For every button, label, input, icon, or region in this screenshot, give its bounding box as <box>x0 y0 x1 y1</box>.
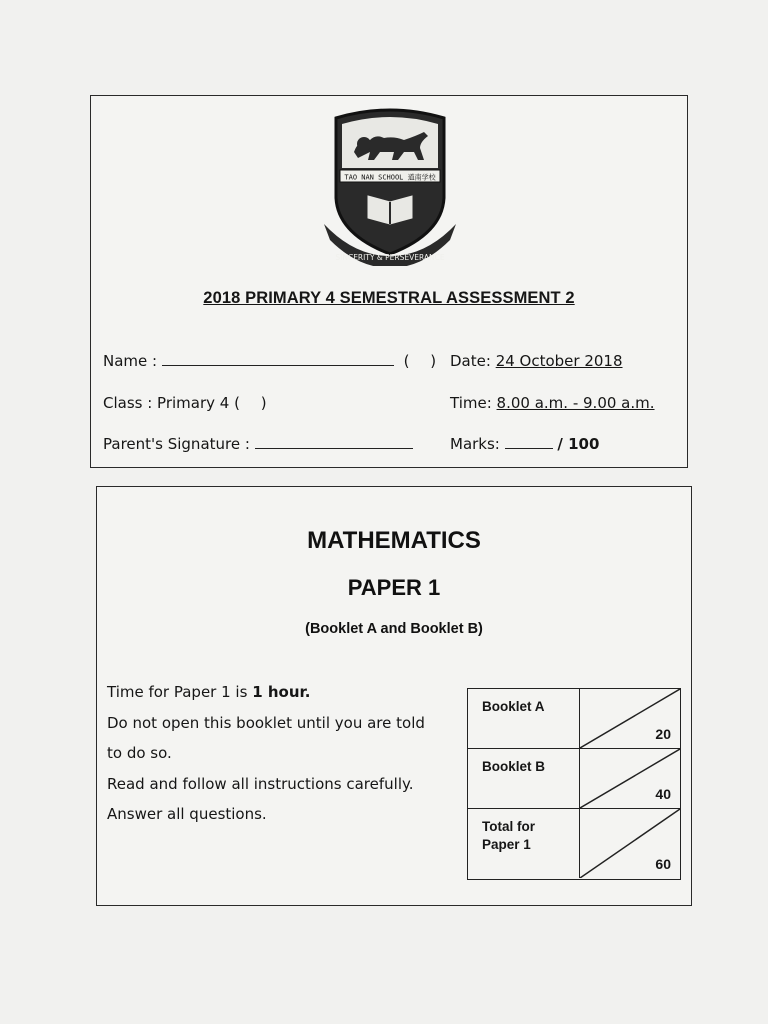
svg-text:SINCERITY & PERSEVERANCE: SINCERITY & PERSEVERANCE <box>335 253 445 262</box>
class-row <box>103 394 267 412</box>
marks-cell[interactable] <box>580 689 680 748</box>
marks-total: / 100 <box>557 435 600 453</box>
signature-row <box>103 435 413 453</box>
marks-cell[interactable] <box>580 749 680 808</box>
marks-row-booklet-b <box>468 749 680 809</box>
instruction-time-value: 1 hour. <box>252 683 311 701</box>
date-row <box>450 352 623 370</box>
booklets-subtitle: (Booklet A and Booklet B) <box>305 621 483 637</box>
marks-max: 60 <box>655 856 671 872</box>
class-paren-close: ) <box>260 394 267 412</box>
header-box <box>90 95 688 468</box>
marks-row-total <box>468 809 680 878</box>
instruction-time-text: Time for Paper 1 is <box>107 683 248 701</box>
marks-max: 40 <box>655 786 671 802</box>
signature-field[interactable] <box>255 448 413 449</box>
date-value: 24 October 2018 <box>495 352 623 370</box>
time-label: Time: <box>450 394 492 412</box>
marks-table <box>467 688 681 880</box>
time-value: 8.00 a.m. - 9.00 a.m. <box>496 394 655 412</box>
instructions <box>107 677 425 830</box>
school-crest-logo <box>324 106 456 266</box>
instruction-line-4: Read and follow all instructions carefully. <box>107 774 414 793</box>
instruction-line-1 <box>107 677 425 708</box>
instruction-line-3: to do so. <box>107 744 172 762</box>
marks-row-booklet-a <box>468 689 680 749</box>
marks-label: Marks: <box>450 435 500 453</box>
svg-text:TAO NAN SCHOOL 道南学校: TAO NAN SCHOOL 道南学校 <box>344 173 436 182</box>
instruction-line-5: Answer all questions. <box>107 805 267 823</box>
class-label: Class : Primary 4 ( <box>103 394 240 412</box>
date-label: Date: <box>450 352 491 370</box>
name-row <box>103 352 436 370</box>
name-label: Name : <box>103 352 158 370</box>
marks-row-label: Booklet A <box>468 689 580 748</box>
marks-row-label: Total for Paper 1 <box>468 809 580 878</box>
index-paren-open: ( <box>403 352 410 370</box>
name-field[interactable] <box>162 365 394 366</box>
time-row <box>450 394 655 412</box>
paper-title: PAPER 1 <box>347 575 441 600</box>
marks-row-label: Booklet B <box>468 749 580 808</box>
instruction-line-2: Do not open this booklet until you are told <box>107 713 425 732</box>
marks-row <box>450 435 599 453</box>
marks-cell[interactable] <box>580 809 680 878</box>
signature-label: Parent's Signature : <box>103 435 250 453</box>
marks-max: 20 <box>655 726 671 742</box>
index-paren-close: ) <box>430 352 437 370</box>
subject-title: MATHEMATICS <box>307 527 481 554</box>
marks-field[interactable] <box>505 448 553 449</box>
subject-box <box>96 486 692 906</box>
assessment-title: 2018 PRIMARY 4 SEMESTRAL ASSESSMENT 2 <box>203 289 575 307</box>
